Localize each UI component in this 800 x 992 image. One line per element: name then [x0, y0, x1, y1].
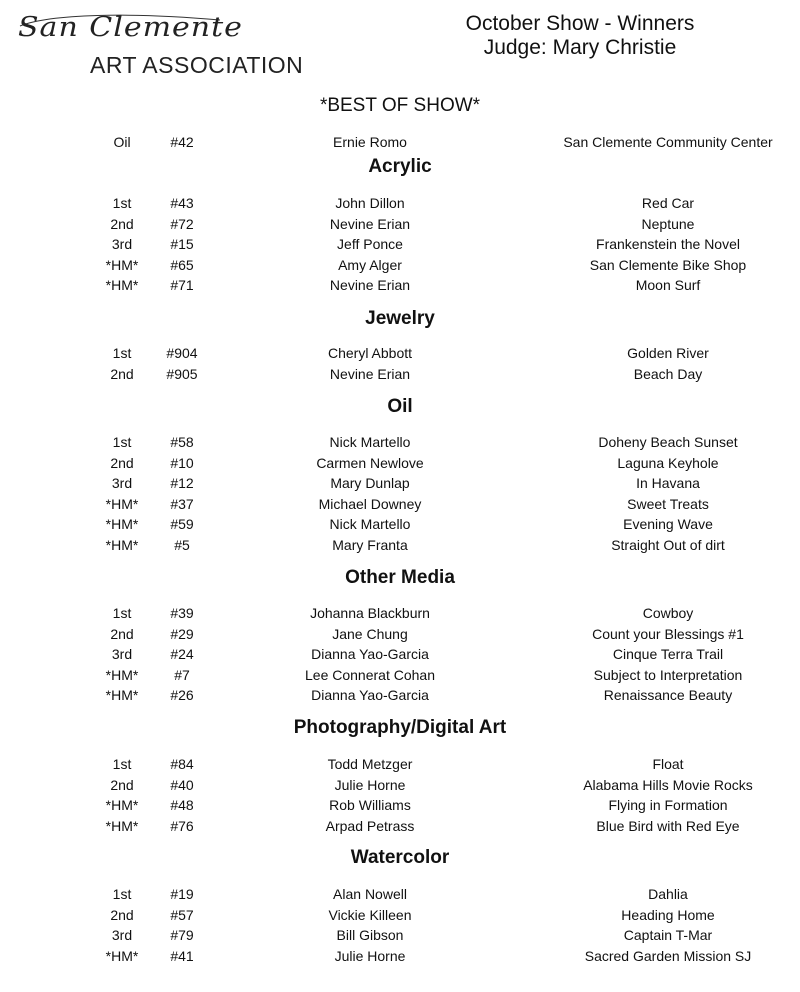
artwork-title: Beach Day: [633, 366, 703, 382]
artist: Nick Martello: [329, 434, 411, 450]
artwork-title: Moon Surf: [635, 277, 701, 293]
place: *HM*: [105, 797, 139, 813]
artist: Julie Horne: [334, 948, 406, 964]
artwork-title: In Havana: [636, 475, 700, 491]
entry-number: #7: [174, 667, 190, 683]
artist: Bill Gibson: [336, 927, 404, 943]
winner-row: [0, 685, 800, 705]
artwork-title: Straight Out of dirt: [611, 537, 725, 553]
artwork-title: Sweet Treats: [627, 496, 709, 512]
winner-row: [0, 275, 800, 295]
artist: Julie Horne: [334, 777, 406, 793]
winner-row: [0, 925, 800, 945]
entry-number: #42: [170, 134, 194, 150]
artist: Dianna Yao-Garcia: [311, 646, 429, 662]
winner-row: [0, 514, 800, 534]
artwork-title: Alabama Hills Movie Rocks: [583, 777, 753, 793]
place: 2nd: [110, 907, 134, 923]
entry-number: #40: [170, 777, 194, 793]
place: 3rd: [111, 927, 133, 943]
winner-row: [0, 214, 800, 234]
entry-number: #39: [170, 605, 194, 621]
artwork-title: San Clemente Bike Shop: [589, 257, 747, 273]
artist: Alan Nowell: [333, 886, 407, 902]
artist: Lee Connerat Cohan: [305, 667, 435, 683]
artist: Mary Dunlap: [330, 475, 410, 491]
place: 2nd: [110, 777, 134, 793]
judge-line: Judge: Mary Christie: [483, 36, 677, 59]
winner-row: [0, 665, 800, 685]
logo: [10, 6, 310, 80]
artwork-title: Blue Bird with Red Eye: [596, 818, 740, 834]
artist: Nevine Erian: [329, 216, 411, 232]
entry-number: #37: [170, 496, 194, 512]
winner-row: [0, 432, 800, 452]
entry-number: #48: [170, 797, 194, 813]
place: 2nd: [110, 455, 134, 471]
entry-number: #29: [170, 626, 194, 642]
artist: Nick Martello: [329, 516, 411, 532]
winner-row: [0, 754, 800, 774]
entry-number: #79: [170, 927, 194, 943]
entry-number: #904: [166, 345, 198, 361]
place: *HM*: [105, 948, 139, 964]
place: 2nd: [110, 626, 134, 642]
place: *HM*: [105, 277, 139, 293]
artwork-title: Golden River: [627, 345, 709, 361]
place: 1st: [112, 756, 132, 772]
winner-row: [0, 473, 800, 493]
entry-number: #5: [174, 537, 190, 553]
place: *HM*: [105, 516, 139, 532]
section-title: Acrylic: [368, 156, 432, 177]
entry-number: #71: [170, 277, 194, 293]
place: *HM*: [105, 496, 139, 512]
artwork-title: Frankenstein the Novel: [596, 236, 740, 252]
place: 2nd: [110, 366, 134, 382]
winner-row: [0, 905, 800, 925]
section-title: Watercolor: [350, 847, 450, 868]
artist: Arpad Petrass: [325, 818, 415, 834]
place: *HM*: [105, 537, 139, 553]
artwork-title: Cowboy: [642, 605, 694, 621]
entry-number: #57: [170, 907, 194, 923]
best-of-show-heading: *BEST OF SHOW*: [319, 95, 481, 116]
artist: Vickie Killeen: [328, 907, 412, 923]
artist: Michael Downey: [318, 496, 422, 512]
entry-number: #12: [170, 475, 194, 491]
artwork-title: San Clemente Community Center: [563, 134, 773, 150]
logo-script-text: San Clemente: [18, 11, 243, 44]
artwork-title: Evening Wave: [623, 516, 713, 532]
artist: Dianna Yao-Garcia: [311, 687, 429, 703]
artwork-title: Subject to Interpretation: [593, 667, 743, 683]
artist: Johanna Blackburn: [310, 605, 430, 621]
winner-row: [0, 775, 800, 795]
artist: Amy Alger: [338, 257, 402, 273]
place: 3rd: [111, 475, 133, 491]
artwork-title: Laguna Keyhole: [617, 455, 719, 471]
artist: Cheryl Abbott: [327, 345, 413, 361]
artist: Jane Chung: [332, 626, 408, 642]
winner-row: [0, 603, 800, 623]
artist: Todd Metzger: [327, 756, 413, 772]
entry-number: #10: [170, 455, 194, 471]
entry-number: #84: [170, 756, 194, 772]
winner-row: [0, 644, 800, 664]
place: 1st: [112, 345, 132, 361]
winner-row: [0, 255, 800, 275]
place: Oil: [113, 134, 131, 150]
winner-row: [0, 343, 800, 363]
artwork-title: Captain T-Mar: [623, 927, 713, 943]
winner-row: [0, 816, 800, 836]
artwork-title: Red Car: [641, 195, 695, 211]
artwork-title: Dahlia: [648, 886, 688, 902]
artist: Mary Franta: [332, 537, 408, 553]
place: 1st: [112, 605, 132, 621]
artist: John Dillon: [335, 195, 405, 211]
entry-number: #15: [170, 236, 194, 252]
page-title: October Show - Winners: [465, 12, 695, 35]
winner-row: [0, 234, 800, 254]
entry-number: #26: [170, 687, 194, 703]
place: *HM*: [105, 667, 139, 683]
entry-number: #24: [170, 646, 194, 662]
entry-number: #65: [170, 257, 194, 273]
section-title: Other Media: [345, 567, 455, 588]
section-title: Photography/Digital Art: [293, 717, 507, 738]
artwork-title: Count your Blessings #1: [592, 626, 744, 642]
artist: Carmen Newlove: [316, 455, 424, 471]
entry-number: #72: [170, 216, 194, 232]
artwork-title: Sacred Garden Mission SJ: [584, 948, 752, 964]
winner-row: [0, 494, 800, 514]
artwork-title: Cinque Terra Trail: [612, 646, 724, 662]
place: 1st: [112, 195, 132, 211]
artist: Rob Williams: [329, 797, 411, 813]
entry-number: #59: [170, 516, 194, 532]
section-title: Oil: [387, 396, 413, 417]
winner-row: [0, 535, 800, 555]
logo-association-text: ART ASSOCIATION: [90, 52, 304, 78]
place: *HM*: [105, 687, 139, 703]
winner-row: [0, 624, 800, 644]
place: 1st: [112, 886, 132, 902]
winner-row: [0, 193, 800, 213]
winner-row: [0, 453, 800, 473]
entry-number: #905: [166, 366, 198, 382]
place: *HM*: [105, 257, 139, 273]
entry-number: #19: [170, 886, 194, 902]
place: 2nd: [110, 216, 134, 232]
entry-number: #41: [170, 948, 194, 964]
artist: Jeff Ponce: [337, 236, 403, 252]
winner-row: [0, 884, 800, 904]
artist: Ernie Romo: [333, 134, 407, 150]
artwork-title: Neptune: [641, 216, 695, 232]
artwork-title: Float: [652, 756, 684, 772]
artwork-title: Heading Home: [621, 907, 715, 923]
best-of-show-row: [0, 132, 800, 152]
winner-row: [0, 364, 800, 384]
entry-number: #43: [170, 195, 194, 211]
artwork-title: Renaissance Beauty: [603, 687, 733, 703]
entry-number: #58: [170, 434, 194, 450]
place: *HM*: [105, 818, 139, 834]
artist: Nevine Erian: [329, 277, 411, 293]
place: 3rd: [111, 646, 133, 662]
winner-row: [0, 795, 800, 815]
place: 1st: [112, 434, 132, 450]
artwork-title: Doheny Beach Sunset: [598, 434, 738, 450]
artist: Nevine Erian: [329, 366, 411, 382]
place: 3rd: [111, 236, 133, 252]
artwork-title: Flying in Formation: [608, 797, 728, 813]
section-title: Jewelry: [365, 308, 435, 329]
winner-row: [0, 946, 800, 966]
entry-number: #76: [170, 818, 194, 834]
